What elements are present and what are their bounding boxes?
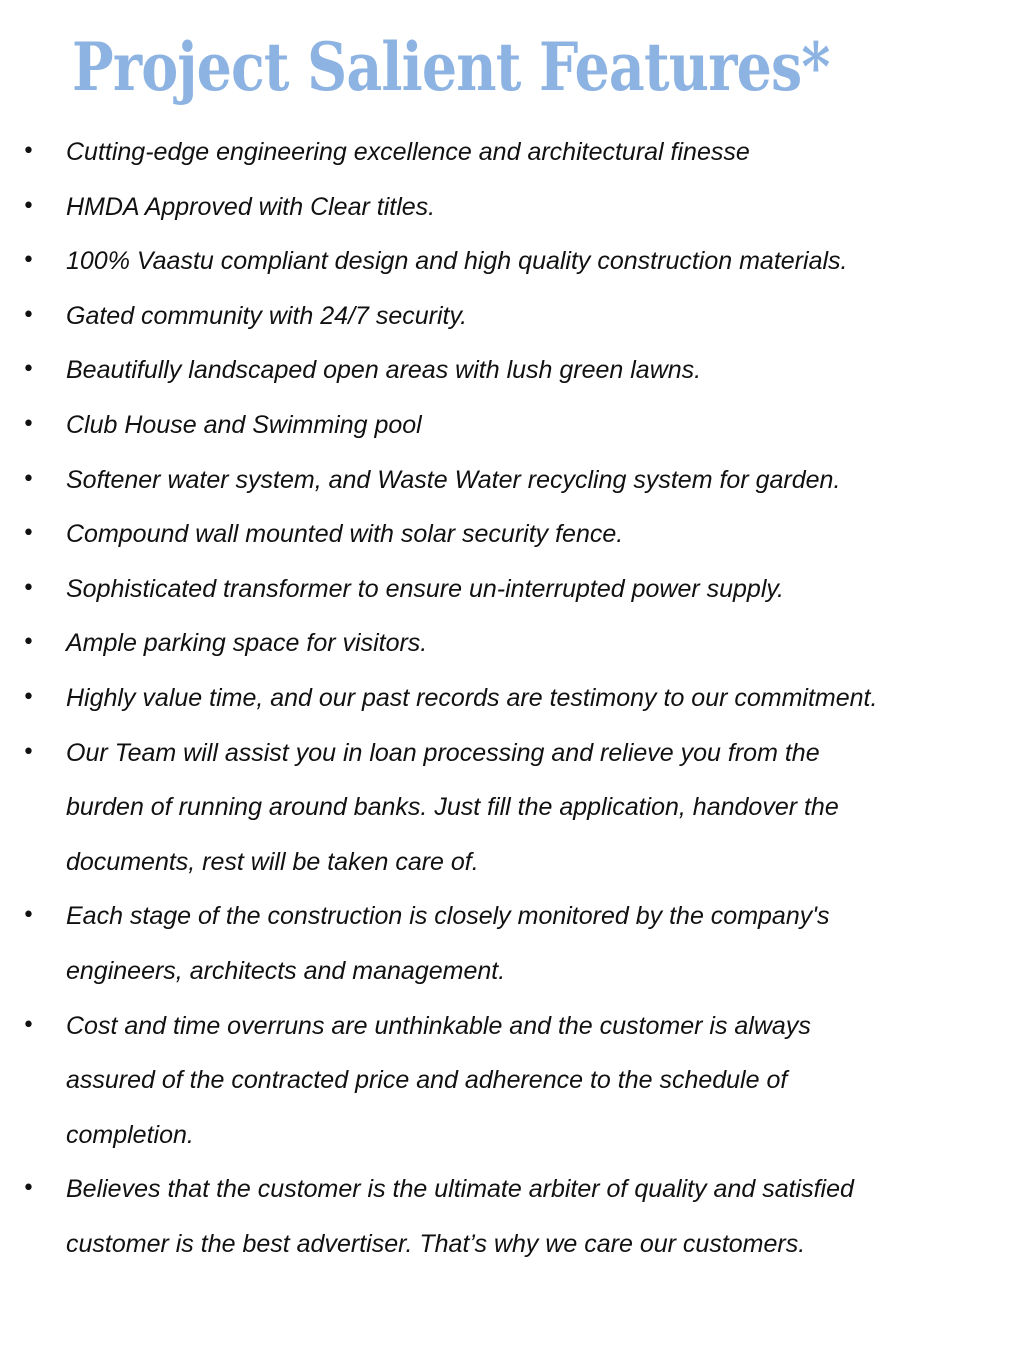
list-item xyxy=(0,999,1024,1163)
list-item xyxy=(0,889,1024,998)
list-item-text: Sophisticated transformer to ensure un-interrupted power supply. xyxy=(66,574,784,603)
list-item-text: customer is the best advertiser. That’s why we care our customers. xyxy=(66,1229,806,1258)
list-item-text: Highly value time, and our past records are testimony to our commitment. xyxy=(66,683,878,712)
list-item xyxy=(0,289,1024,344)
list-item xyxy=(0,343,1024,398)
list-item xyxy=(0,180,1024,235)
list-item-text: 100% Vaastu compliant design and high quality construction materials. xyxy=(66,247,848,276)
bullet-icon: • xyxy=(22,357,35,383)
list-item xyxy=(0,398,1024,453)
list-item-text: HMDA Approved with Clear titles. xyxy=(66,192,436,221)
bullet-icon: • xyxy=(22,739,35,765)
list-item-text: burden of running around banks. Just fill the application, handover the xyxy=(66,793,839,822)
feature-list xyxy=(0,125,1024,1271)
list-item xyxy=(0,616,1024,671)
bullet-icon: • xyxy=(22,575,35,601)
list-item-text: Beautifully landscaped open areas with lush green lawns. xyxy=(66,356,702,385)
bullet-icon: • xyxy=(22,302,35,328)
list-item-text: Cost and time overruns are unthinkable and the customer is always xyxy=(66,1011,811,1040)
bullet-icon: • xyxy=(22,1176,35,1202)
list-item-text: Club House and Swimming pool xyxy=(66,410,422,439)
list-item-text: Believes that the customer is the ultimate arbiter of quality and satisfied xyxy=(66,1175,854,1204)
list-item xyxy=(0,1162,1024,1271)
list-item xyxy=(0,453,1024,508)
bullet-icon: • xyxy=(22,521,35,547)
list-item xyxy=(0,125,1024,180)
bullet-icon: • xyxy=(22,248,35,274)
bullet-icon: • xyxy=(22,630,35,656)
list-item xyxy=(0,234,1024,289)
list-item-text: assured of the contracted price and adherence to the schedule of xyxy=(66,1066,788,1095)
bullet-icon: • xyxy=(22,193,35,219)
bullet-icon: • xyxy=(22,466,35,492)
bullet-icon: • xyxy=(22,684,35,710)
list-item-text: completion. xyxy=(66,1120,194,1149)
list-item-text: Cutting-edge engineering excellence and architectural finesse xyxy=(66,138,750,166)
list-item-text: documents, rest will be taken care of. xyxy=(66,847,479,876)
bullet-icon: • xyxy=(22,1012,35,1038)
list-item xyxy=(0,562,1024,617)
page-title: Project Salient Features* xyxy=(72,28,830,106)
bullet-icon: • xyxy=(22,903,35,929)
list-item xyxy=(0,507,1024,562)
list-item-text: Each stage of the construction is closely monitored by the company's xyxy=(66,902,830,931)
bullet-icon: • xyxy=(22,411,35,437)
list-item-text: Gated community with 24/7 security. xyxy=(66,301,468,330)
list-item-text: Our Team will assist you in loan processing and relieve you from the xyxy=(66,738,820,767)
list-item-text: engineers, architects and management. xyxy=(66,956,506,985)
bullet-icon: • xyxy=(22,139,35,164)
list-item-text: Compound wall mounted with solar security fence. xyxy=(66,520,624,549)
list-item xyxy=(0,726,1024,890)
list-item xyxy=(0,671,1024,726)
list-item-text: Ample parking space for visitors. xyxy=(66,629,428,658)
list-item-text: Softener water system, and Waste Water recycling system for garden. xyxy=(66,465,841,494)
